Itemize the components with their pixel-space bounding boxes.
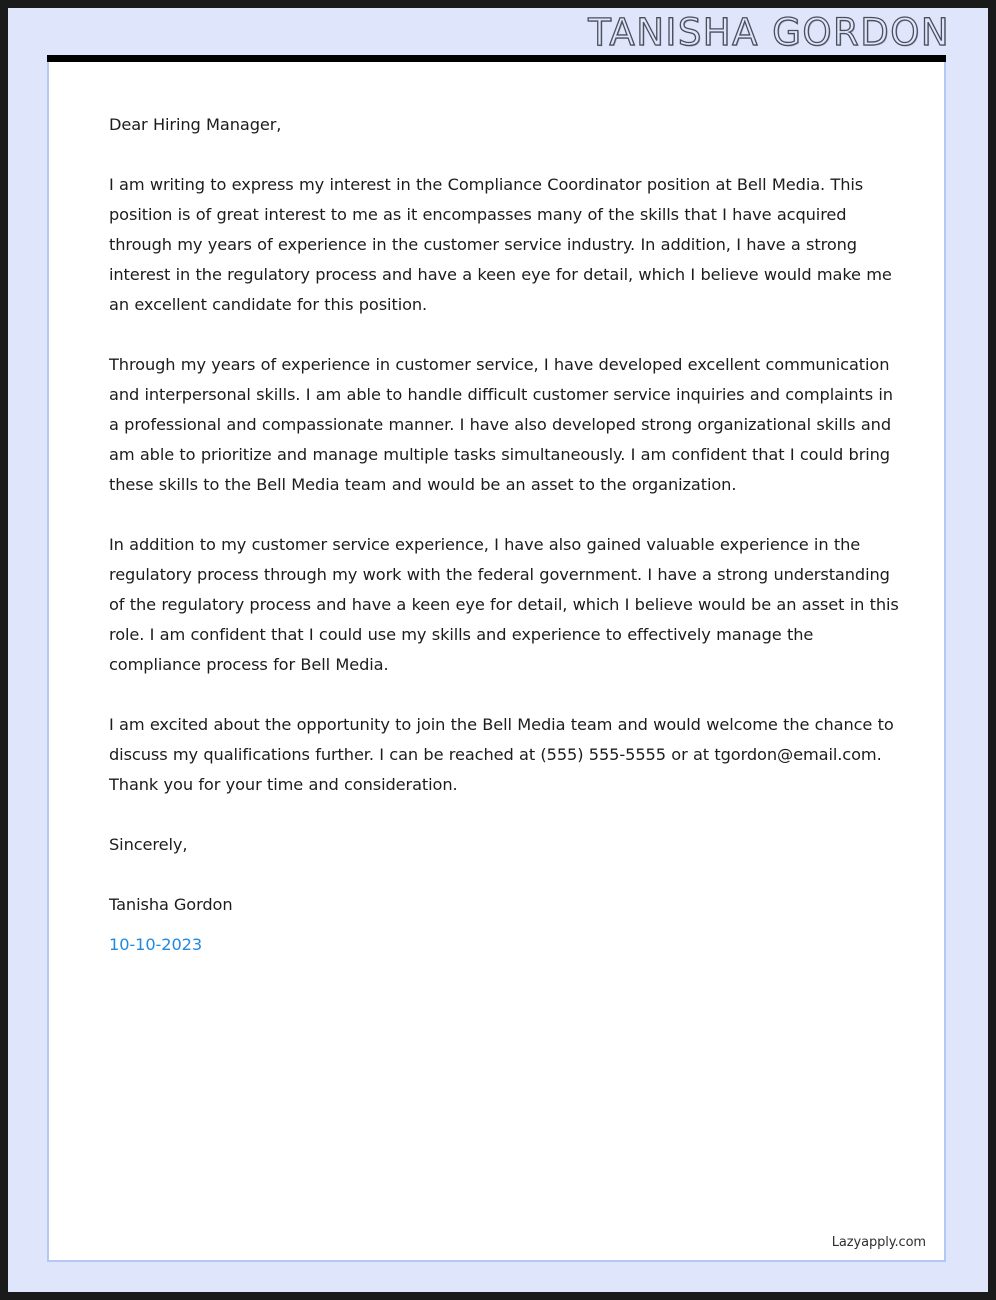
footer-brand: Lazyapply.com	[831, 1235, 926, 1250]
document-page	[8, 8, 988, 1292]
letter-paragraph-3: In addition to my customer service experience, I have also gained valuable experience in the regulatory process through my work with the federal government. I have a strong understanding of the regulatory process and have a keen eye for detail, which I believe would be an asset in this role. I am confident that I could use my skills and experience to effectively manage the compliance process for Bell Media.	[109, 535, 899, 674]
page-title: TANISHA GORDON	[588, 11, 950, 54]
letter-salutation: Dear Hiring Manager,	[109, 115, 282, 134]
letter-card	[47, 62, 946, 1262]
letter-body	[109, 110, 899, 960]
document-header	[8, 8, 988, 55]
letter-closing: Sincerely,	[109, 835, 188, 854]
letter-paragraph-1: I am writing to express my interest in the Compliance Coordinator position at Bell Media. This position is of great interest to me as it encompasses many of the skills that I have acquired through my years of experience in the customer service industry. In addition, I have a strong interest in the regulatory process and have a keen eye for detail, which I believe would make me an excellent candidate for this position.	[109, 175, 892, 314]
letter-paragraph-4: I am excited about the opportunity to join the Bell Media team and would welcome the chance to discuss my qualifications further. I can be reached at (555) 555-5555 or at tgordon@email.com. Thank you for your time and consideration.	[109, 715, 894, 794]
header-accent-bar	[47, 55, 946, 62]
letter-paragraph-2: Through my years of experience in customer service, I have developed excellent communication and interpersonal skills. I am able to handle difficult customer service inquiries and complaints in a professional and compassionate manner. I have also developed strong organizational skills and am able to prioritize and manage multiple tasks simultaneously. I am confident that I could bring these skills to the Bell Media team and would be an asset to the organization.	[109, 355, 893, 494]
signature-name: Tanisha Gordon	[109, 895, 233, 914]
signature-date: 10-10-2023	[109, 935, 203, 954]
